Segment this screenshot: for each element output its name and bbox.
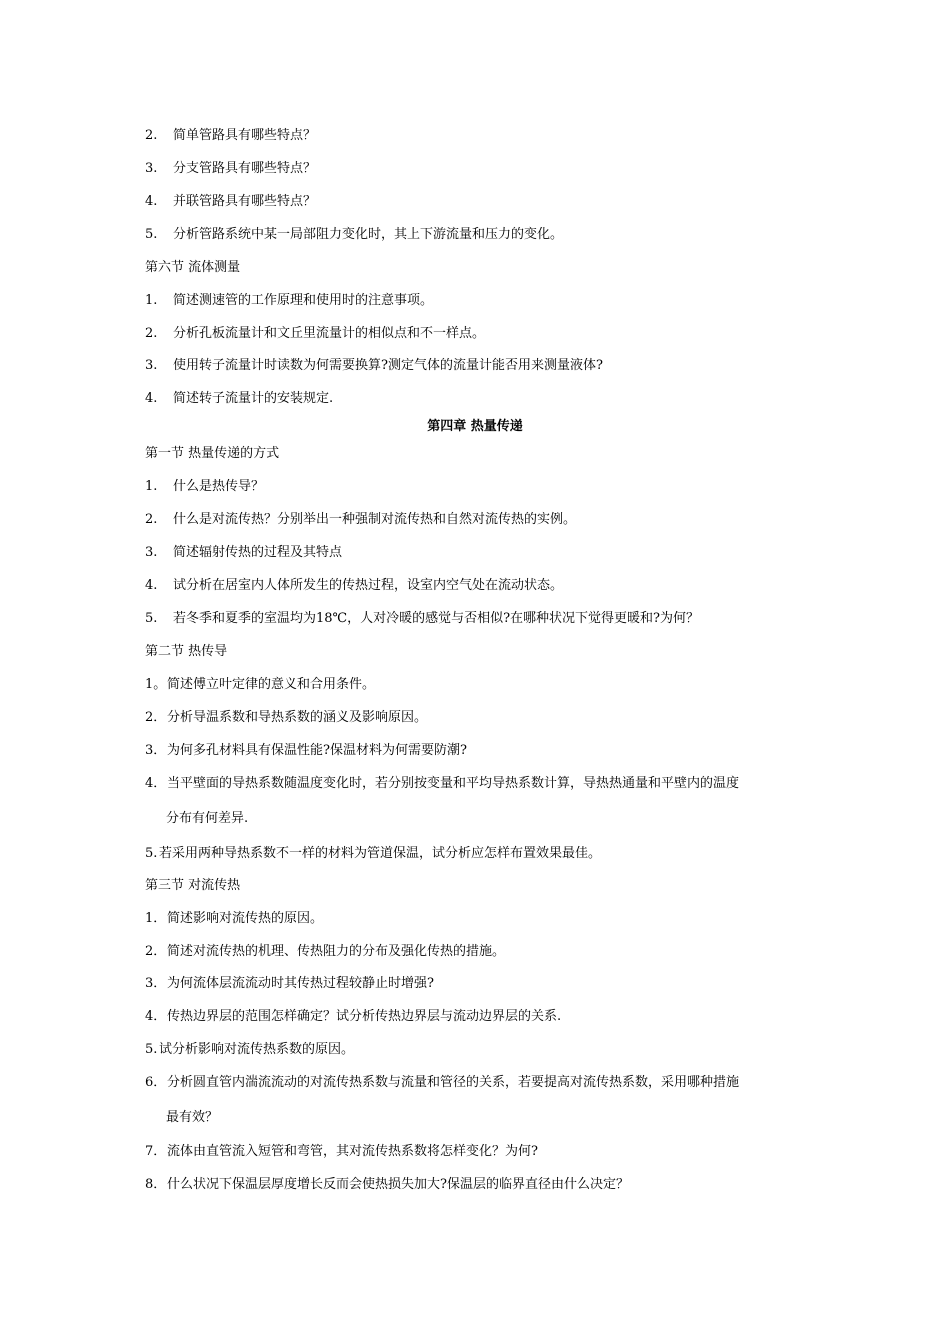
section-heading: 第六节 流体测量 [145,260,241,275]
item-number: 2. [145,512,158,527]
item-number: 3. [145,161,158,176]
list-item [145,161,815,177]
list-item [145,911,815,927]
item-text: 什么状况下保温层厚度增长反而会使热损失加大?保温层的临界直径由什么决定？ [167,1177,629,1192]
item-number: 8． [145,1177,167,1192]
item-number: 1。 [145,677,167,692]
list-item [145,227,815,243]
item-text: 若采用两种导热系数不一样的材料为管道保温，试分析应怎样布置效果最佳。 [159,846,602,861]
item-number: 1. [145,479,158,494]
item-text: 若冬季和夏季的室温均为18℃，人对冷暖的感觉与否相似?在哪种状况下觉得更暖和?为何？ [173,611,700,626]
item-text: 为何流体层流流动时其传热过程较静止时增强? [167,976,434,991]
item-number: 3． [145,976,167,991]
list-item [145,1075,815,1091]
list-item [145,358,815,374]
list-item [145,611,815,627]
item-number: 2. [145,326,158,341]
list-item-continuation: 分布有何差异. [166,811,249,826]
item-number: 7． [145,1144,167,1159]
item-number: 4. [145,194,158,209]
item-number: 1. [145,293,158,308]
item-text: 试分析在居室内人体所发生的传热过程，设室内空气处在流动状态。 [173,578,564,593]
item-number: 3. [145,358,158,373]
list-item [145,479,815,495]
item-number: 4． [145,776,167,791]
list-item [145,677,815,693]
list-item [145,391,815,407]
item-number: 5. [145,846,158,861]
list-item [145,1009,815,1025]
item-text: 分支管路具有哪些特点？ [173,161,317,176]
list-item [145,1042,815,1058]
list-item [145,976,815,992]
item-number: 5. [145,1042,158,1057]
item-text: 为何多孔材料具有保温性能?保温材料为何需要防潮? [167,743,467,758]
item-number: 2． [145,710,167,725]
section-heading: 第一节 热量传递的方式 [145,446,280,461]
item-number: 3． [145,743,167,758]
item-text: 简述傅立叶定律的意义和合用条件。 [167,677,376,692]
list-item [145,128,815,144]
item-text: 简述测速管的工作原理和使用时的注意事项。 [173,293,434,308]
item-number: 3. [145,545,158,560]
list-item [145,776,815,792]
list-item [145,846,815,862]
item-number: 4. [145,391,158,406]
section-heading: 第二节 热传导 [145,644,228,659]
list-item [145,1177,815,1193]
item-text: 什么是对流传热？分别举出一种强制对流传热和自然对流传热的实例。 [173,512,577,527]
list-item [145,512,815,528]
item-number: 1． [145,911,167,926]
item-number: 4． [145,1009,167,1024]
list-item-continuation: 最有效？ [166,1110,219,1125]
item-number: 5. [145,227,158,242]
item-text: 分析管路系统中某一局部阻力变化时，其上下游流量和压力的变化。 [173,227,564,242]
item-text: 传热边界层的范围怎样确定？试分析传热边界层与流动边界层的关系. [167,1009,562,1024]
item-number: 2． [145,944,167,959]
list-item [145,545,815,561]
item-text: 简单管路具有哪些特点？ [173,128,317,143]
item-text: 简述辐射传热的过程及其特点 [173,545,343,560]
item-text: 什么是热传导？ [173,479,265,494]
item-number: 6． [145,1075,167,1090]
item-text: 分析孔板流量计和文丘里流量计的相似点和不一样点。 [173,326,486,341]
list-item [145,1144,815,1160]
item-number: 5. [145,611,158,626]
list-item [145,743,815,759]
list-item [145,194,815,210]
item-text: 分析圆直管内湍流流动的对流传热系数与流量和管径的关系，若要提高对流传热系数，采用哪种措施 [167,1075,740,1090]
list-item [145,326,815,342]
chapter-title: 第四章 热量传递 [427,419,523,434]
item-text: 分析导温系数和导热系数的涵义及影响原因。 [167,710,428,725]
item-text: 简述对流传热的机理、传热阻力的分布及强化传热的措施。 [167,944,506,959]
item-text: 试分析影响对流传热系数的原因。 [159,1042,355,1057]
item-text: 使用转子流量计时读数为何需要换算?测定气体的流量计能否用来测量液体? [173,358,603,373]
section-heading: 第三节 对流传热 [145,878,241,893]
item-number: 2. [145,128,158,143]
item-text: 流体由直管流入短管和弯管，其对流传热系数将怎样变化？为何? [167,1144,538,1159]
item-text: 并联管路具有哪些特点？ [173,194,317,209]
item-text: 简述转子流量计的安装规定. [173,391,334,406]
item-text: 简述影响对流传热的原因。 [167,911,324,926]
list-item [145,578,815,594]
list-item [145,944,815,960]
list-item [145,293,815,309]
list-item [145,710,815,726]
item-number: 4. [145,578,158,593]
item-text: 当平壁面的导热系数随温度变化时，若分别按变量和平均导热系数计算，导热热通量和平壁内的温度 [167,776,740,791]
